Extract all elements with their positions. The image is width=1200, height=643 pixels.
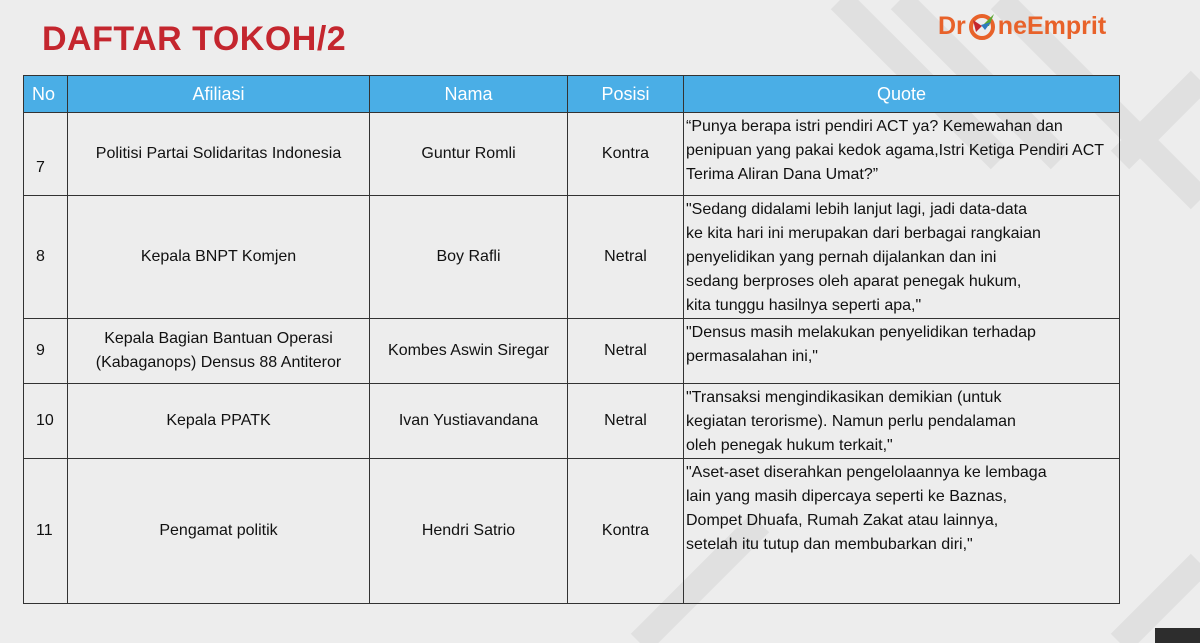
row-nama: Guntur Romli	[370, 113, 568, 196]
row-afiliasi: Pengamat politik	[68, 459, 370, 604]
table-header-row	[24, 76, 1120, 113]
row-afiliasi: Kepala BNPT Komjen	[68, 196, 370, 319]
table-row	[24, 384, 1120, 459]
row-posisi: Netral	[568, 384, 684, 459]
row-afiliasi: Kepala PPATK	[68, 384, 370, 459]
quote-line: "Sedang didalami lebih lanjut lagi, jadi data-data	[686, 201, 1028, 218]
quote-line: "Densus masih melakukan penyelidikan terhadap	[686, 324, 1036, 341]
header-afiliasi: Afiliasi	[68, 76, 370, 113]
header-quote: Quote	[684, 76, 1120, 113]
row-quote	[684, 384, 1120, 459]
row-no: 7	[24, 113, 68, 196]
row-nama: Boy Rafli	[370, 196, 568, 319]
quote-line: Terima Aliran Dana Umat?”	[686, 166, 879, 183]
quote-line: oleh penegak hukum terkait,"	[686, 437, 893, 454]
row-nama: Ivan Yustiavandana	[370, 384, 568, 459]
table-row	[24, 459, 1120, 604]
page-title: DAFTAR TOKOH/2	[42, 20, 347, 58]
header-no: No	[24, 76, 68, 113]
logo-text-right: neEmprit	[997, 11, 1107, 40]
row-quote	[684, 319, 1120, 384]
row-no: 10	[24, 384, 68, 459]
logo-text-left: Dr	[938, 11, 966, 40]
hummingbird-icon	[967, 10, 997, 42]
row-quote	[684, 113, 1120, 196]
row-no: 11	[24, 459, 68, 604]
row-nama: Hendri Satrio	[370, 459, 568, 604]
quote-line: setelah itu tutup dan membubarkan diri,"	[686, 536, 973, 553]
row-afiliasi: Kepala Bagian Bantuan Operasi (Kabaganops) Densus 88 Antiteror	[68, 319, 370, 384]
quote-line: penipuan yang pakai kedok agama,Istri Ketiga Pendiri ACT	[686, 142, 1105, 159]
quote-line: "Aset-aset diserahkan pengelolaannya ke lembaga	[686, 464, 1047, 481]
drone-emprit-logo	[938, 6, 1106, 46]
row-no: 9	[24, 319, 68, 384]
row-afiliasi: Politisi Partai Solidaritas Indonesia	[68, 113, 370, 196]
tokoh-table	[23, 75, 1120, 604]
row-posisi: Kontra	[568, 113, 684, 196]
row-nama: Kombes Aswin Siregar	[370, 319, 568, 384]
table-row	[24, 319, 1120, 384]
quote-line: “Punya berapa istri pendiri ACT ya? Kemewahan dan	[686, 118, 1063, 135]
quote-line: sedang berproses oleh aparat penegak hukum,	[686, 273, 1022, 290]
header-nama: Nama	[370, 76, 568, 113]
quote-line: kita tunggu hasilnya seperti apa,"	[686, 297, 922, 314]
row-posisi: Kontra	[568, 459, 684, 604]
quote-line: kegiatan terorisme). Namun perlu pendalaman	[686, 413, 1016, 430]
header-posisi: Posisi	[568, 76, 684, 113]
row-posisi: Netral	[568, 196, 684, 319]
quote-line: Dompet Dhuafa, Rumah Zakat atau lainnya,	[686, 512, 999, 529]
row-posisi: Netral	[568, 319, 684, 384]
row-quote	[684, 196, 1120, 319]
quote-line: permasalahan ini,"	[686, 348, 818, 365]
row-no: 8	[24, 196, 68, 319]
quote-line: ke kita hari ini merupakan dari berbagai rangkaian	[686, 225, 1041, 242]
quote-line: lain yang masih dipercaya seperti ke Baznas,	[686, 488, 1008, 505]
table-row	[24, 196, 1120, 319]
quote-line: penyelidikan yang pernah dijalankan dan ini	[686, 249, 997, 266]
row-quote	[684, 459, 1120, 604]
quote-line: "Transaksi mengindikasikan demikian (untuk	[686, 389, 1002, 406]
table-row	[24, 113, 1120, 196]
